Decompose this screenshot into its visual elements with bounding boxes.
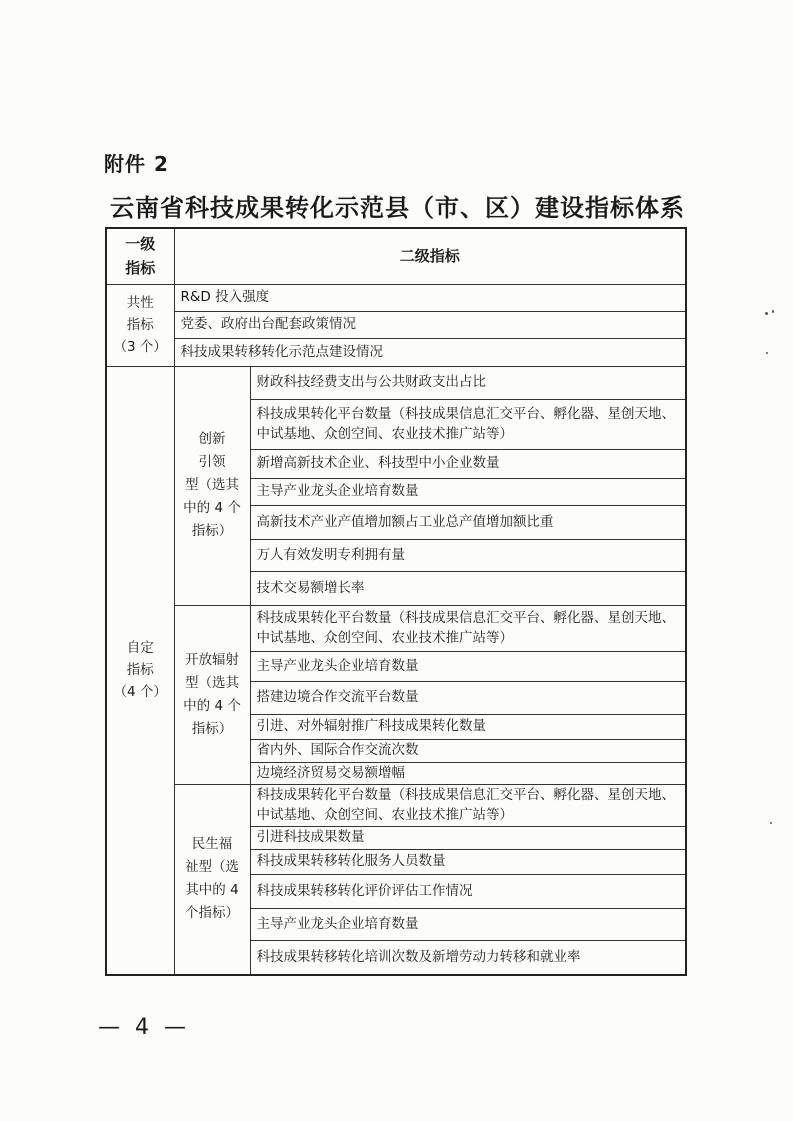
indicator-cell: 万人有效发明专利拥有量	[250, 539, 686, 571]
indicator-cell: 引进科技成果数量	[250, 826, 686, 849]
table-row	[106, 311, 686, 338]
table-row	[106, 366, 686, 399]
indicator-cell: R&D 投入强度	[174, 284, 686, 311]
indicator-cell: 新增高新技术企业、科技型中小企业数量	[250, 449, 686, 478]
indicator-cell: 科技成果转移转化示范点建设情况	[174, 338, 686, 366]
header-row	[106, 228, 686, 284]
document-title: 云南省科技成果转化示范县（市、区）建设指标体系	[110, 194, 685, 222]
page-number: — 4 —	[98, 1015, 190, 1040]
custom-indicator-label: 自定 指标 （4 个）	[106, 366, 174, 975]
group-label-open: 开放辐射 型（选其 中的 4 个 指标）	[174, 605, 250, 784]
indicator-cell: 引进、对外辐射推广科技成果转化数量	[250, 714, 686, 739]
indicator-cell: 主导产业龙头企业培育数量	[250, 651, 686, 681]
indicator-cell: 搭建边境合作交流平台数量	[250, 681, 686, 714]
attachment-label: 附件 2	[104, 152, 169, 176]
indicator-cell: 省内外、国际合作交流次数	[250, 739, 686, 762]
indicator-cell: 科技成果转移转化评价评估工作情况	[250, 874, 686, 908]
indicator-cell: 高新技术产业产值增加额占工业总产值增加额比重	[250, 505, 686, 539]
table-row	[106, 338, 686, 366]
scan-speck	[765, 312, 768, 315]
scan-speck	[772, 310, 774, 313]
header-level1: 一级 指标	[106, 228, 174, 284]
scan-speck	[770, 822, 772, 824]
indicator-cell: 党委、政府出台配套政策情况	[174, 311, 686, 338]
indicator-cell: 科技成果转移转化培训次数及新增劳动力转移和就业率	[250, 940, 686, 975]
scan-speck	[766, 352, 768, 354]
common-indicator-label: 共性 指标 （3 个）	[106, 284, 174, 366]
indicator-cell: 技术交易额增长率	[250, 571, 686, 605]
indicator-cell: 财政科技经费支出与公共财政支出占比	[250, 366, 686, 399]
table-row	[106, 784, 686, 826]
indicator-cell: 主导产业龙头企业培育数量	[250, 478, 686, 505]
indicator-cell: 主导产业龙头企业培育数量	[250, 908, 686, 940]
header-level2: 二级指标	[174, 228, 686, 284]
group-label-livelihood: 民生福 祉型（选 其中的 4 个指标）	[174, 784, 250, 975]
indicator-cell: 科技成果转化平台数量（科技成果信息汇交平台、孵化器、星创天地、中试基地、众创空间、农业技术推广站等）	[250, 784, 686, 826]
table-row	[106, 605, 686, 651]
indicator-cell: 科技成果转化平台数量（科技成果信息汇交平台、孵化器、星创天地、中试基地、众创空间、农业技术推广站等）	[250, 399, 686, 449]
indicator-cell: 科技成果转移转化服务人员数量	[250, 849, 686, 874]
group-label-innovation: 创新 引领 型（选其 中的 4 个 指标）	[174, 366, 250, 605]
table-row	[106, 284, 686, 311]
indicator-table	[105, 227, 687, 976]
indicator-cell: 科技成果转化平台数量（科技成果信息汇交平台、孵化器、星创天地、中试基地、众创空间、农业技术推广站等）	[250, 605, 686, 651]
indicator-cell: 边境经济贸易交易额增幅	[250, 762, 686, 784]
